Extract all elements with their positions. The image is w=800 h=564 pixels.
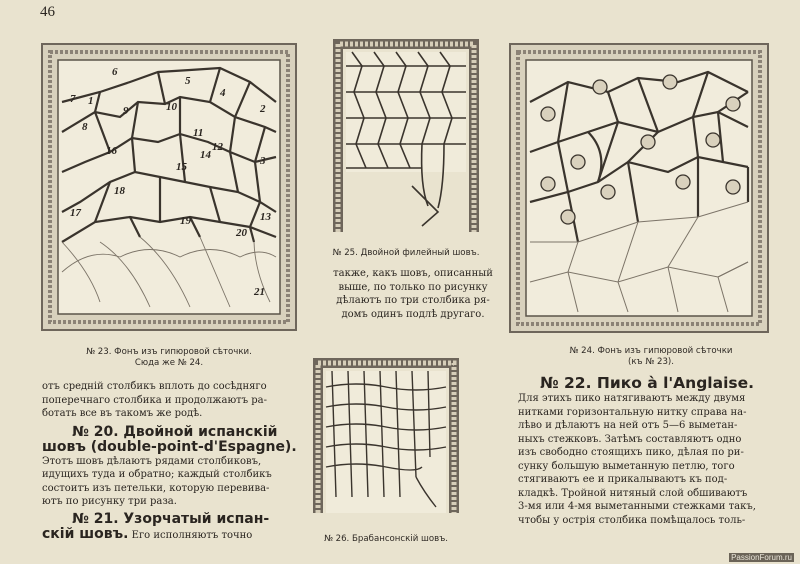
- figure-23-caption-line2: Сюда же № 24.: [134, 358, 204, 368]
- left-body20-line: Этотъ шовъ дѣлаютъ рядами столбиковъ,: [42, 455, 262, 467]
- fig23-num-18: 18: [114, 185, 125, 197]
- left-column-text: [42, 380, 304, 542]
- figure-23-caption: [40, 347, 298, 369]
- middle-text: [324, 267, 502, 321]
- right-body-line: изъ свободно стоящихъ пико, дѣлая по ри-: [518, 447, 744, 458]
- figure-24-caption-line1: № 24. Фонъ изъ гипюровой сѣточки: [569, 346, 733, 356]
- right-body-line: чтобы у острія столбика помѣщалось толь-: [518, 514, 746, 526]
- fig23-num-8: 8: [82, 121, 88, 133]
- right-body-line: лѣво и дѣлаютъ на ней отъ 5—6 выметан-: [518, 420, 738, 431]
- fig23-num-20: 20: [236, 227, 247, 239]
- figure-23-lace-net: [40, 42, 298, 332]
- figure-25-filet-stitch: [332, 36, 480, 236]
- heading-no20-line2: шовъ (double-point-d'Espagne).: [42, 438, 297, 455]
- right-body-line: ныхъ стежковъ. Затѣмъ составляютъ одно: [518, 433, 742, 445]
- fig23-num-13: 13: [260, 211, 271, 223]
- heading-no22: № 22. Пико à l'Anglaise.: [539, 374, 755, 392]
- fig23-num-2: 2: [260, 103, 266, 115]
- middle-text-line: дѣлаютъ по три столбика ря-: [336, 295, 490, 306]
- middle-text-line: выше, по только по рисунку: [338, 281, 488, 293]
- heading-no21-tail: скій шовъ.: [42, 525, 129, 542]
- right-body-line: стягиваютъ ее и прикалываютъ къ под-: [518, 474, 728, 485]
- middle-text-line: также, какъ шовъ, описанный: [333, 268, 493, 279]
- fig23-num-4: 4: [220, 87, 226, 99]
- fig23-num-1: 1: [88, 95, 94, 107]
- fig23-num-16: 16: [106, 145, 117, 157]
- heading-no21-continuation: [42, 527, 304, 543]
- fig23-num-10: 10: [166, 101, 177, 113]
- no21-body-start: Его исполняютъ точно: [128, 529, 253, 541]
- right-body-line: 3-мя или 4-мя выметанными стежками такъ,: [518, 501, 756, 512]
- right-column-text: [518, 374, 776, 527]
- figure-26-brabancon-stitch: [312, 357, 460, 515]
- right-body-line: сунку большую выметанную петлю, того: [518, 460, 735, 472]
- page-number: 46: [40, 4, 55, 20]
- fig23-num-15: 15: [176, 161, 187, 173]
- figure-24-caption: [520, 346, 782, 368]
- right-body-line: нитками горизонтальную нитку справа на-: [518, 406, 747, 418]
- heading-no21-line1: № 21. Узорчатый испан-: [72, 510, 270, 527]
- left-body20-line: идущихъ туда и обратно; каждый столбикъ: [42, 469, 272, 480]
- heading-no20-line1: № 20. Двойной испанскій: [72, 423, 278, 440]
- fig23-num-3: 3: [260, 155, 266, 167]
- fig23-num-21: 21: [254, 286, 265, 298]
- right-body-line: кладкѣ. Тройной нитяный слой обшиваютъ: [518, 487, 748, 499]
- figure-25-caption: № 25. Двойной филейный шовъ.: [332, 248, 480, 258]
- left-body20-line: состоитъ изъ петельки, которую перевива-: [42, 482, 270, 494]
- fig23-num-12: 12: [212, 141, 223, 153]
- figure-24-caption-line2: (къ № 23).: [627, 357, 675, 367]
- heading-no20: [42, 425, 304, 440]
- fig23-num-17: 17: [70, 207, 81, 219]
- figure-26-caption: № 26. Брабансонскій шовъ.: [323, 534, 449, 544]
- fig23-num-6: 6: [112, 66, 118, 78]
- figure-24-lace-net: [508, 42, 770, 334]
- middle-text-line: домъ одинъ подлѣ другаго.: [341, 308, 485, 320]
- heading-no21: [42, 512, 304, 527]
- fig23-num-5: 5: [185, 75, 191, 87]
- right-body-line: Для этихъ пико натягиваютъ между двумя: [518, 393, 746, 404]
- fig23-num-14: 14: [200, 149, 211, 161]
- fig23-num-19: 19: [180, 215, 191, 227]
- figure-23-caption-line1: № 23. Фонъ изъ гипюровой сѣточки.: [86, 347, 252, 357]
- left-intro-line: ботать все въ такомъ же родѣ.: [42, 408, 203, 419]
- left-intro-line: поперечнаго столбика и продолжаютъ ра-: [42, 394, 267, 406]
- watermark: PassionForum.ru: [731, 553, 792, 562]
- left-body20-line: ютъ по рисунку три раза.: [42, 496, 177, 507]
- fig23-num-7: 7: [70, 93, 76, 105]
- left-intro-line: отъ средній столбикъ вплоть до сосѣдняго: [42, 381, 267, 392]
- fig23-num-9: 9: [123, 105, 129, 117]
- fig23-num-11: 11: [193, 127, 204, 139]
